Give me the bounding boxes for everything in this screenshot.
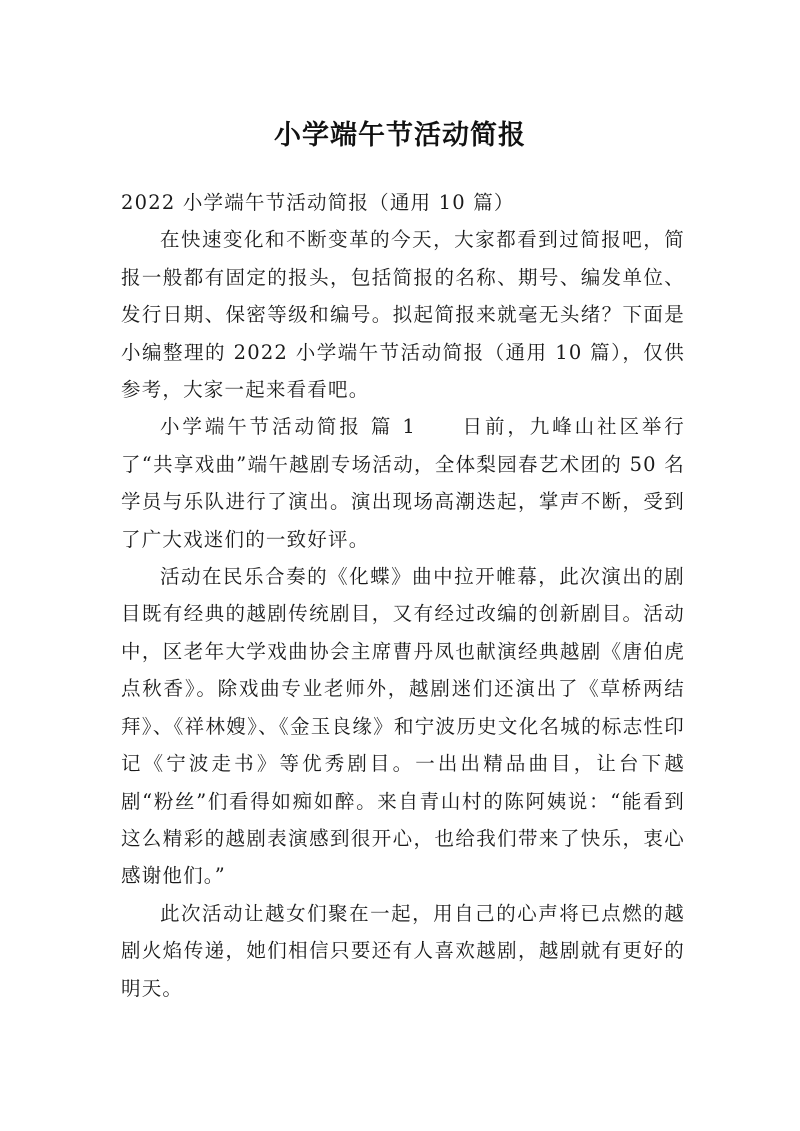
document-title: 小学端午节活动简报 <box>274 120 526 152</box>
article-1-opening-paragraph: 小学端午节活动简报 篇 1 日前，九峰山社区举行了“共享戏曲”端午越剧专场活动，全体梨园春艺术团的 50 名学员与乐队进行了演出。演出现场高潮迭起，掌声不断，受到了广大戏迷们的一致好评。 <box>121 415 685 551</box>
document-subtitle: 2022 小学端午节活动简报（通用 10 篇） <box>121 191 515 214</box>
intro-paragraph: 在快速变化和不断变革的今天，大家都看到过简报吧，简报一般都有固定的报头，包括简报的名称、期号、编发单位、发行日期、保密等级和编号。拟起简报来就毫无头绪？下面是小编整理的 2022 小学端午节活动简报（通用 10 篇），仅供参考，大家一起来看看吧。 <box>121 228 685 402</box>
performance-details-paragraph: 活动在民乐合奏的《化蝶》曲中拉开帷幕，此次演出的剧目既有经典的越剧传统剧目，又有经过改编的创新剧目。活动中，区老年大学戏曲协会主席曹丹凤也献演经典越剧《唐伯虎点秋香》。除戏曲专业老师外，越剧迷们还演出了《草桥两结拜》、《祥林嫂》、《金玉良缘》和宁波历史文化名城的标志性印记《宁波走书》等优秀剧目。一出出精品曲目，让台下越剧“粉丝”们看得如痴如醉。来自青山村的陈阿姨说：“能看到这么精彩的越剧表演感到很开心，也给我们带来了快乐，衷心感谢他们。” <box>121 565 685 888</box>
closing-paragraph: 此次活动让越女们聚在一起，用自己的心声将已点燃的越剧火焰传递，她们相信只要还有人喜欢越剧，越剧就有更好的明天。 <box>121 901 685 1000</box>
document-body <box>121 184 685 1007</box>
